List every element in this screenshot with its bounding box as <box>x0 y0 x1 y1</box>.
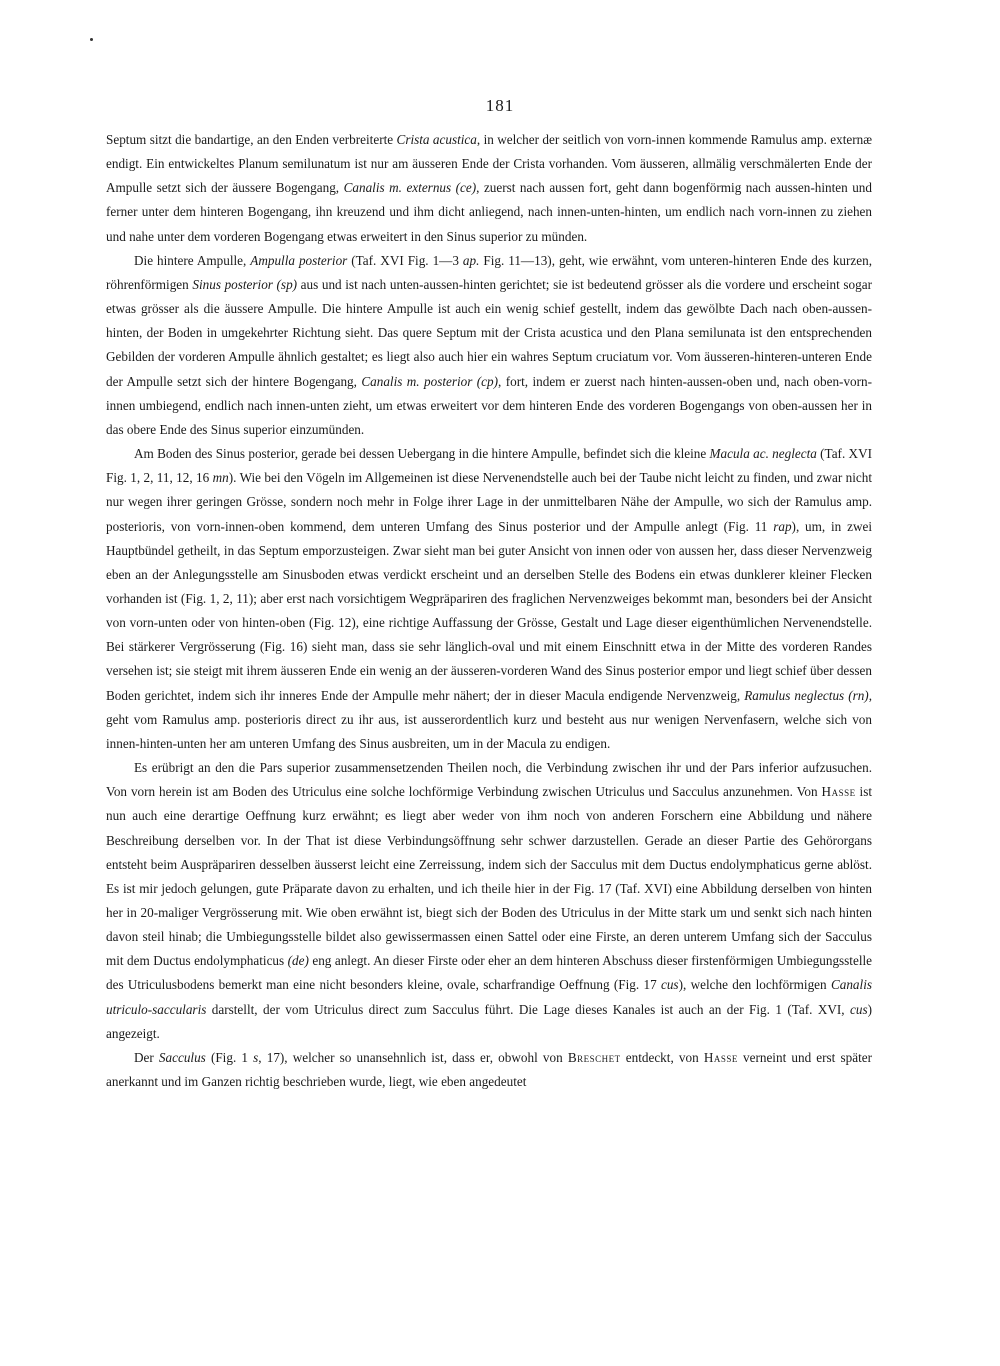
italic-term: Canalis m. posterior (cp) <box>361 373 499 389</box>
text-run: , in welcher der seitlich von vorn-innen kommende Ramulus amp. externæ endigt. Ein entwickeltes Planum semilunatum ist nur am äusseren Ende der Crista vorhanden. Vom äusseren, allmälig verschmälerten Ende der Ampulle setzt sich der äussere Bogengang, <box>106 132 873 196</box>
text-run: , geht vom Ramulus amp. posterioris direct zu ihr aus, ist ausserordentlich kurz und besteht aus nur wenigen Nervenfasern, welche sich von innen-hinten-unten her am unteren Umfang des Sinus ausbreiten, um in der Macula zu endigen. <box>106 687 872 751</box>
italic-term: rap <box>773 518 792 534</box>
text-run: aus und ist nach unten-aussen-hinten gerichtet; sie ist bedeutend grösser als die vordere und erscheint sogar etwas grösser als die äussere Ampulle. Die hintere Ampulle ist auch ein wenig schief gestellt, indem das gewölbte Dach nach oben-aussen-hinten, der Boden in umgekehrter Richtung sieht. Das quere Septum mit der Crista acustica und den Plana semilunata ist den entsprechenden Gebilden der vorderen Ampulle ähnlich gestaltet; es liegt also auch hier ein wahres Septum cruciatum vor. Vom äusseren-hinteren-unteren Ende der Ampulle setzt sich der hintere Bogengang, <box>106 276 872 389</box>
text-run: Der <box>134 1049 159 1065</box>
text-run: (Taf. XVI Fig. 1, 2, 11, 12, 16 <box>106 446 872 486</box>
text-run: , fort, indem er zuerst nach hinten-aussen-oben und, nach oben-vorn-innen umbiegend, endlich nach innen-unten zieht, um etwas erweitert vor dem hinteren Ende des vorderen Bogengangs von oben-aussen her in das obere Ende des Sinus superior einzumünden. <box>106 373 873 437</box>
italic-term: Macula ac. neglecta <box>709 446 817 462</box>
text-run: darstellt, der vom Utriculus direct zum Sacculus führt. Die Lage dieses Kanales ist auch an der Fig. 1 (Taf. XVI, <box>206 1001 850 1017</box>
body-text <box>106 128 872 1094</box>
text-run: Septum sitzt die bandartige, an den Enden verbreiterte <box>106 132 397 147</box>
text-run: entdeckt, von <box>620 1049 704 1065</box>
italic-term: ap. <box>462 252 480 268</box>
paragraph-5 <box>106 1046 872 1094</box>
italic-term: mn <box>212 470 229 486</box>
text-run: ) angezeigt. <box>106 1001 872 1041</box>
text-run: (Fig. 1 <box>205 1049 254 1065</box>
author-name: Hasse <box>703 1049 738 1065</box>
italic-term: (de) <box>287 953 309 969</box>
author-name: Breschet <box>567 1049 621 1065</box>
text-run: Fig. 11—13), geht, wie erwähnt, vom unteren-hinteren Ende des kurzen, röhrenförmigen <box>106 252 872 292</box>
text-run: Am Boden des Sinus posterior, gerade bei dessen Uebergang in die hintere Ampulle, befindet sich die kleine <box>134 446 710 462</box>
author-name: Hasse <box>821 784 856 800</box>
paragraph-1 <box>106 128 872 249</box>
italic-term: Sinus posterior (sp) <box>192 276 298 292</box>
page-number: 181 <box>485 96 515 115</box>
text-run: ), welche den lochförmigen <box>678 977 831 993</box>
italic-term: Sacculus <box>158 1049 206 1065</box>
text-run: ). Wie bei den Vögeln im Allgemeinen ist diese Nervenendstelle auch bei der Taube nicht leicht zu finden, und zwar nicht nur wegen ihrer geringen Grösse, sondern noch mehr in Folge ihrer Lage in der unmittelbaren Nähe der Ampulle, wo sich der Ramulus amp. posterioris, von vorn-innen-oben kommend, dem unteren Umfang des Sinus posterior und der Ampulle anlegt (Fig. 11 <box>106 470 872 534</box>
text-run: verneint und erst später anerkannt und im Ganzen richtig beschrieben wurde, liegt, wie eben angedeutet <box>106 1049 872 1090</box>
scan-speck <box>90 38 93 41</box>
text-run: ist nun auch eine derartige Oeffnung kurz erwähnt; es liegt aber weder von ihm noch von anderen Forschern eine Abbildung und nähere Beschreibung derselben vor. In der That ist diese Verbindungsöffnung sehr schwer darzustellen. Gerade an dieser Partie des Gehörorgans entsteht beim Auspräpariren desselben äusserst leicht eine Zerreissung, indem sich der Sacculus mit dem Ductus endolymphaticus gerne ablöst. Es ist mir jedoch gelungen, gute Präparate davon zu erhalten, und ich theile hier in der Fig. 17 (Taf. XVI) eine Abbildung derselben von hinten her in 20-maliger Vergrösserung mit. Wie oben erwähnt ist, biegt sich der Boden des Utriculus in der Mitte stark um und senkt sich nach hinten davon steil hinab; die Umbiegungsstelle bildet also gewissermassen einen Sattel oder eine Firste, an deren unterem Umfang sich der Sacculus mit dem Ductus endolymphaticus <box>106 784 872 969</box>
paragraph-3 <box>106 442 872 756</box>
text-run: Es erübrigt an den die Pars superior zusammensetzenden Theilen noch, die Verbindung zwischen ihr und der Pars inferior aufzusuchen. Von vorn herein ist am Boden des Utriculus eine solche lochförmige Verbindung zwischen Utriculus und Sacculus anzunehmen. Von <box>106 760 872 800</box>
paragraph-4 <box>106 756 872 1046</box>
italic-term: Ampulla posterior <box>250 252 348 268</box>
text-run: , 17), welcher so unansehnlich ist, dass er, obwohl von <box>258 1049 568 1065</box>
text-run: , zuerst nach aussen fort, geht dann bogenförmig nach aussen-hinten und ferner unter dem hinteren Bogengang, ihn kreuzend und ihm dicht anliegend, nach innen-unten-hinten, um endlich nach vorn-innen zu ziehen und nahe unter dem vorderen Bogengang etwas erweitert in den Sinus superior zu münden. <box>106 180 872 244</box>
italic-term: s <box>253 1049 259 1065</box>
italic-term: Ramulus neglectus (rn) <box>744 687 869 703</box>
italic-term: cus <box>850 1001 868 1017</box>
italic-term: cus <box>660 977 679 993</box>
italic-term: Crista acustica <box>396 132 477 147</box>
text-run: (Taf. XVI Fig. 1—3 <box>347 252 463 268</box>
paragraph-2 <box>106 249 872 442</box>
text-run: eng anlegt. An dieser Firste oder eher an dem hinteren Abschuss dieser firstenförmigen Umbiegungsstelle des Utriculusbodens bemerkt man eine nicht besonders kleine, ovale, scharfrandige Oeffnung (Fig. 17 <box>106 953 873 993</box>
italic-term: Canalis utriculo-saccularis <box>106 977 872 1017</box>
text-run: Die hintere Ampulle, <box>134 252 251 268</box>
italic-term: Canalis m. externus (ce) <box>343 180 477 196</box>
text-run: ), um, in zwei Hauptbündel getheilt, in das Septum emporzusteigen. Zwar sieht man bei guter Ansicht von innen oder von aussen her, dass dieser Nervenzweig eben an der Anlegungsstelle am Sinusboden etwas verdickt erscheint und an derselben Stelle des Bodens ein etwas dunklerer kleiner Flecken vorhanden ist (Fig. 1, 2, 11); aber erst nach vorsichtigem Wegpräpariren des fraglichen Nervenzweiges bekommt man, besonders bei der Ansicht von vorn-unten oder von hinten-oben (Fig. 12), eine richtige Auffassung der Grösse, Gestalt und Lage dieser eigenthümlichen Nervenendstelle. Bei stärkerer Vergrösserung (Fig. 16) sieht man, dass sie sehr länglich-oval und mit einem Einschnitt etwa in der Mitte des vorderen Randes versehen ist; sie steigt mit ihrem äusseren Ende ein wenig an der äusseren-vorderen Wand des Sinus posterior empor und liegt schief über dessen Boden gerichtet, indem sich ihr inneres Ende der Ampulle mehr nähert; der in dieser Macula endigende Nervenzweig, <box>106 518 872 703</box>
